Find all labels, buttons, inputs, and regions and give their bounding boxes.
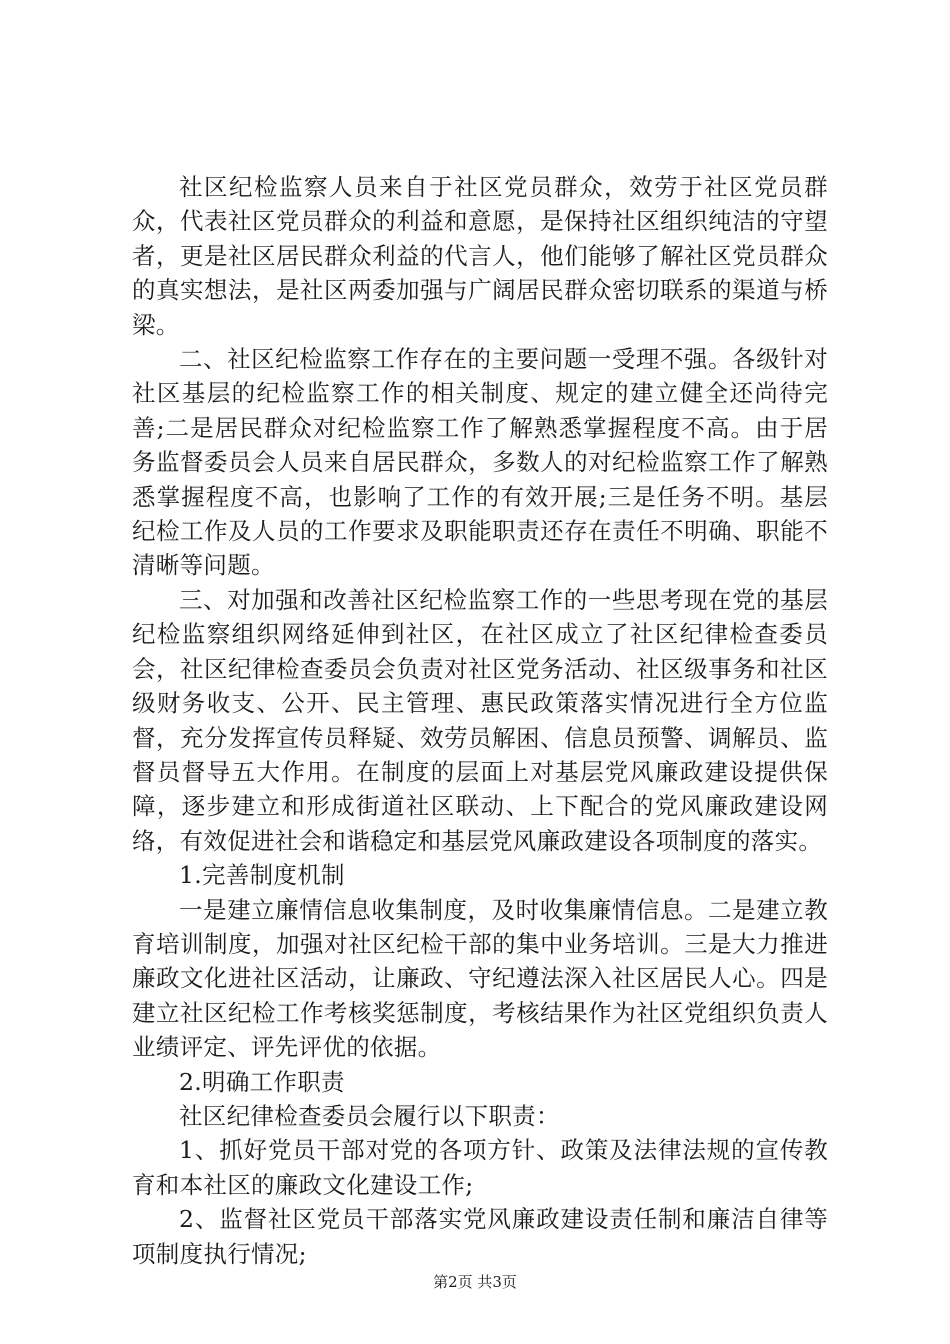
document-body bbox=[132, 170, 828, 1271]
paragraph-section-three: 三、对加强和改善社区纪检监察工作的一些思考现在党的基层纪检监察组织网络延伸到社区，在社区成立了社区纪律检查委员会，社区纪律检查委员会负责对社区党务活动、社区级事务和社区级财务收支、公开、民主管理、惠民政策落实情况进行全方位监督，充分发挥宣传员释疑、效劳员解困、信息员预警、调解员、监督员督导五大作用。在制度的层面上对基层党风廉政建设提供保障，逐步建立和形成街道社区联动、上下配合的党风廉政建设网络，有效促进社会和谐稳定和基层党风廉政建设各项制度的落实。 bbox=[132, 585, 828, 855]
paragraph-system-measures: 一是建立廉情信息收集制度，及时收集廉情信息。二是建立教育培训制度，加强对社区纪检干部的集中业务培训。三是大力推进廉政文化进社区活动，让廉政、守纪遵法深入社区居民人心。四是建立社区纪检工作考核奖惩制度，考核结果作为社区党组织负责人业绩评定、评先评优的依据。 bbox=[132, 895, 828, 1062]
paragraph-intro: 社区纪检监察人员来自于社区党员群众，效劳于社区党员群众，代表社区党员群众的利益和意愿，是保持社区组织纯洁的守望者，更是社区居民群众利益的代言人，他们能够了解社区党员群众的真实想法，是社区两委加强与广阔居民群众密切联系的渠道与桥梁。 bbox=[132, 173, 828, 339]
paragraph-duties-intro: 社区纪律检查委员会履行以下职责： bbox=[179, 1101, 560, 1130]
list-item-duty-1: 1、抓好党员干部对党的各项方针、政策及法律法规的宣传教育和本社区的廉政文化建设工作; bbox=[132, 1136, 828, 1199]
heading-clarify-duties: 2.明确工作职责 bbox=[179, 1067, 345, 1096]
heading-improve-system: 1.完善制度机制 bbox=[179, 861, 345, 890]
page-footer: 第2页 共3页 bbox=[433, 1273, 517, 1291]
paragraph-section-two: 二、社区纪检监察工作存在的主要问题一受理不强。各级针对社区基层的纪检监察工作的相关制度、规定的建立健全还尚待完善;二是居民群众对纪检监察工作了解熟悉掌握程度不高。由于居务监督委员会人员来自居民群众，多数人的对纪检监察工作了解熟悉掌握程度不高，也影响了工作的有效开展;三是任务不明。基层纪检工作及人员的工作要求及职能职责还存在责任不明确、职能不清晰等问题。 bbox=[132, 345, 828, 580]
list-item-duty-2: 2、监督社区党员干部落实党风廉政建设责任制和廉洁自律等项制度执行情况; bbox=[132, 1205, 828, 1268]
